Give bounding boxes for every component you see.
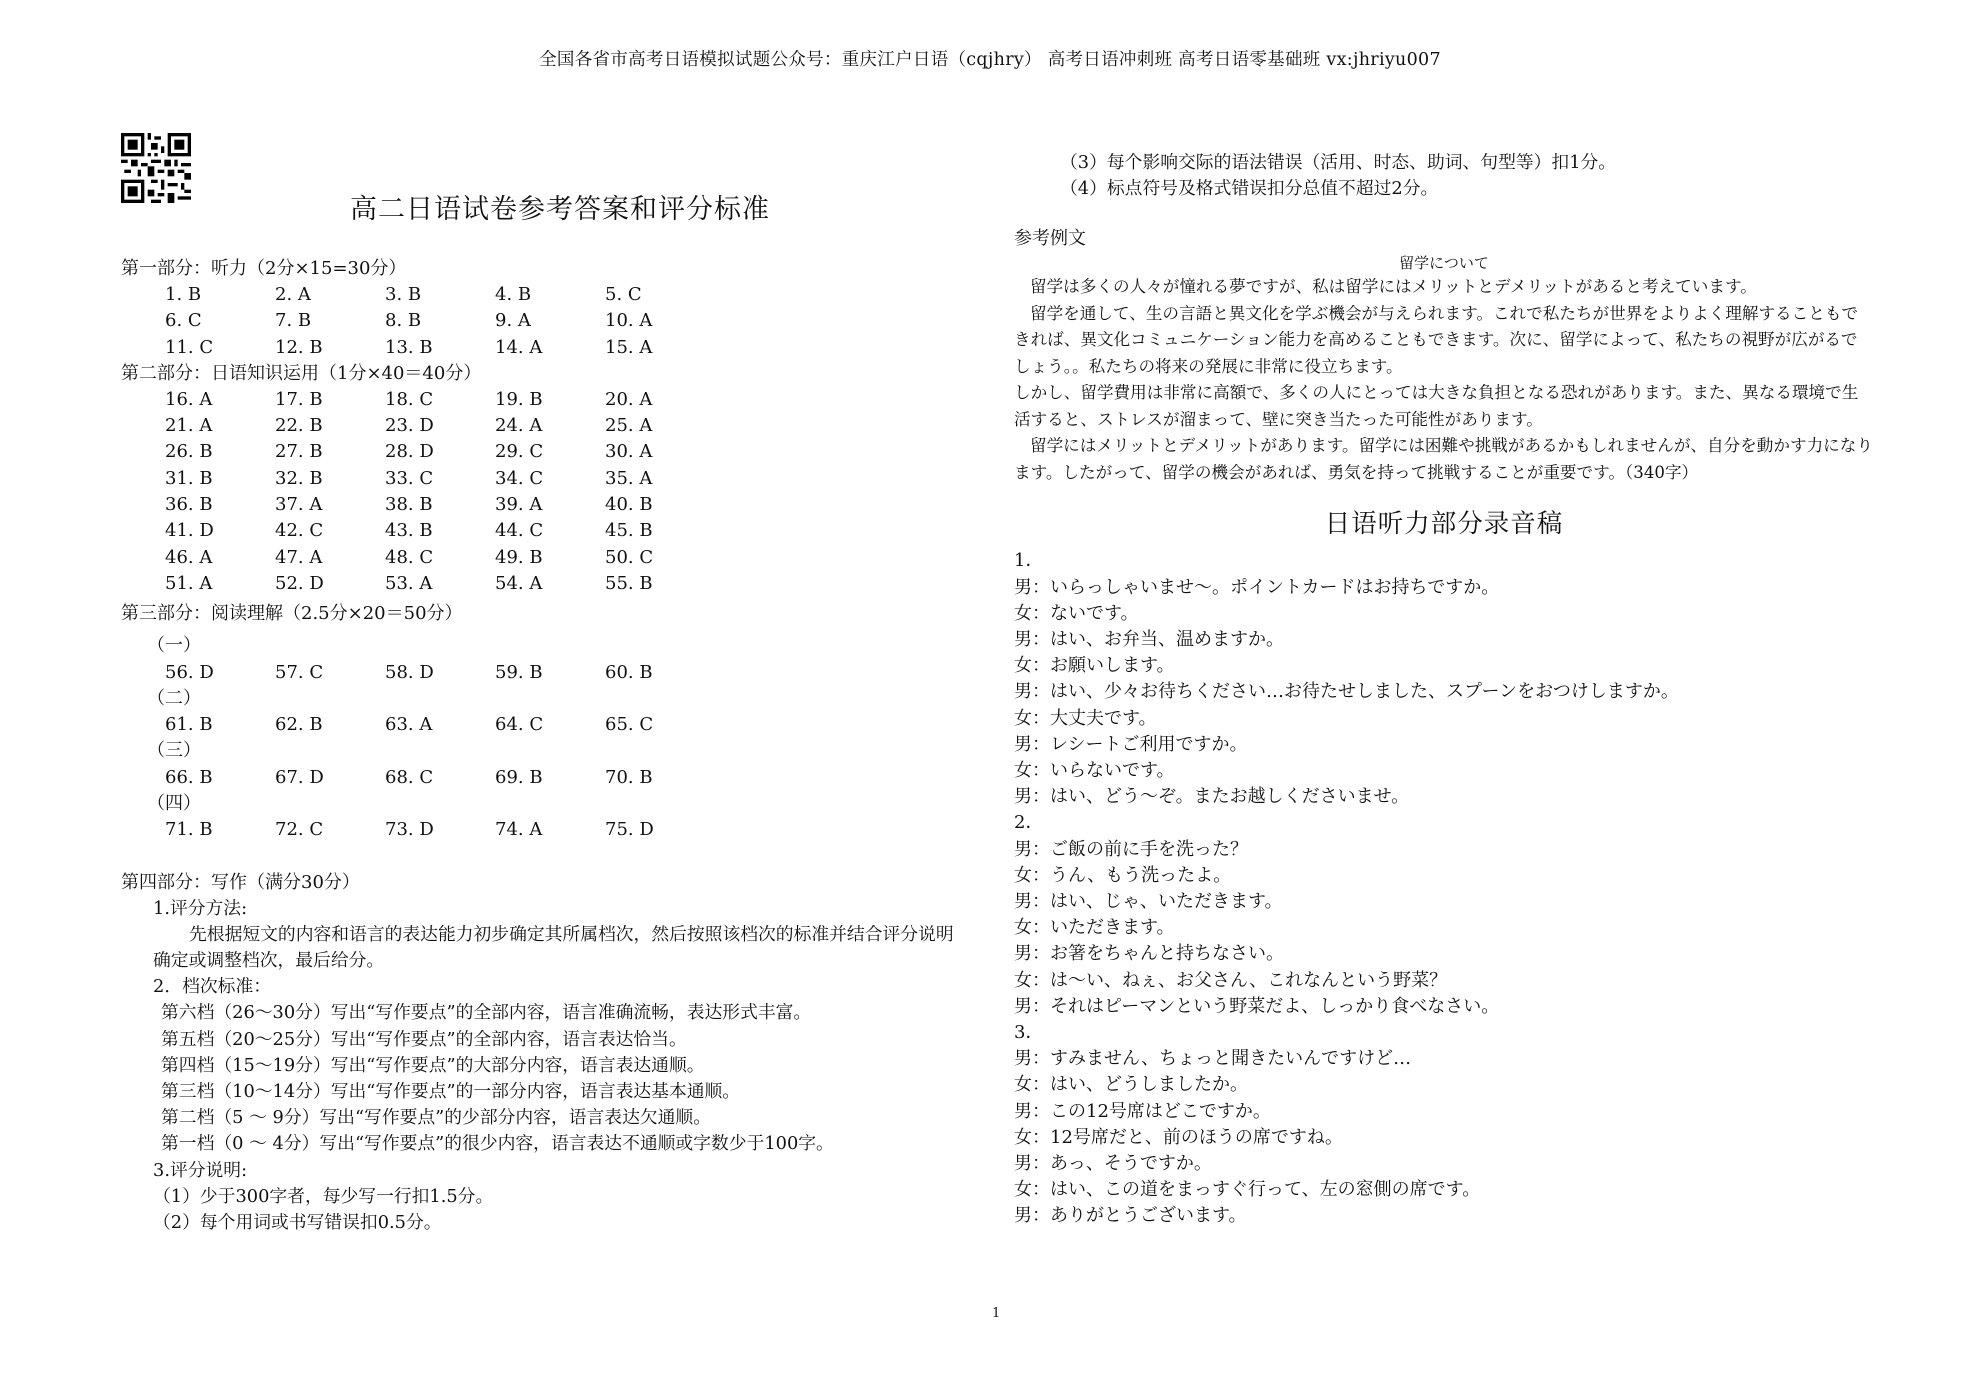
answer-item: 45. B <box>605 520 653 542</box>
right-column <box>1014 150 1874 1230</box>
answer-item: 57. C <box>275 661 324 683</box>
answer-item: 72. C <box>275 819 324 841</box>
transcript-lines <box>1014 548 1874 1229</box>
answer-item: 73. D <box>385 819 434 841</box>
level-standard-list <box>121 1000 981 1157</box>
level-item: 第二档（5 ～ 9分）写出“写作要点”的少部分内容，语言表达欠通顺。 <box>161 1107 711 1129</box>
answer-item: 15. A <box>605 336 653 358</box>
answer-item: 16. A <box>165 388 213 410</box>
answer-item: 19. B <box>495 388 543 410</box>
transcript-line: 男：はい、どう～ぞ。またお越しくださいませ。 <box>1014 786 1410 808</box>
answer-item: 31. B <box>165 467 213 489</box>
answer-item: 28. D <box>385 441 434 463</box>
answer-item: 67. D <box>275 766 324 788</box>
answer-item: 9. A <box>495 310 531 332</box>
answer-item: 62. B <box>275 714 323 736</box>
answer-item: 38. B <box>385 494 433 516</box>
answer-item: 47. A <box>275 546 323 568</box>
scoring-note-4: （4）标点符号及格式错误扣分总值不超过2分。 <box>1060 178 1439 200</box>
answer-item: 68. C <box>385 766 434 788</box>
answer-item: 59. B <box>495 661 543 683</box>
level-standard-label: 2．档次标准： <box>153 976 272 998</box>
answer-item: 10. A <box>605 310 653 332</box>
scoring-note-2: （2）每个用词或书写错误扣0.5分。 <box>153 1212 442 1234</box>
answer-row <box>121 817 981 843</box>
answer-item: 12. B <box>275 336 323 358</box>
transcript-line: 男：ご飯の前に手を洗った？ <box>1014 838 1248 860</box>
transcript-line: 男：ありがとうございます。 <box>1014 1205 1247 1227</box>
transcript-line: 男：はい、じゃ、いただきます。 <box>1014 891 1283 913</box>
answer-item: 20. A <box>605 388 653 410</box>
answer-row <box>121 466 981 492</box>
answer-item: 39. A <box>495 494 543 516</box>
answer-item: 17. B <box>275 388 323 410</box>
answer-row <box>121 765 981 791</box>
transcript-line: 男：あっ、そうですか。 <box>1014 1153 1212 1175</box>
left-column <box>121 256 981 1236</box>
answer-item: 26. B <box>165 441 213 463</box>
answer-item: 32. B <box>275 467 323 489</box>
answer-item: 34. C <box>495 467 544 489</box>
scoring-method-text: 先根据短文的内容和语言的表达能力初步确定其所属档次，然后按照该档次的标准并结合评分说明确定或调整档次，最后给分。 <box>153 923 954 972</box>
answer-item: 29. C <box>495 441 544 463</box>
answer-item: 43. B <box>385 520 433 542</box>
transcript-line: 男：はい、お弁当、温めますか。 <box>1014 629 1284 651</box>
answer-item: 14. A <box>495 336 543 358</box>
essay-paragraph-4: 留学にはメリットとデメリットがあります。留学には困難や挑戦があるかもしれませんが、自分を動かす力になります。したがって、留学の機会があれば、勇気を持って挑戦することが重要です。（340字） <box>1014 436 1873 482</box>
answer-item: 30. A <box>605 441 653 463</box>
answer-row <box>121 413 981 439</box>
transcript-line: 女：大丈夫です。 <box>1014 707 1157 729</box>
answer-item: 50. C <box>605 546 654 568</box>
transcript-line: 女：はい、この道をまっすぐ行って、左の窓側の席です。 <box>1014 1179 1481 1201</box>
transcript-line: 女：いらないです。 <box>1014 760 1175 782</box>
answer-item: 52. D <box>275 572 324 594</box>
transcript-line: 男：お箸をちゃんと持ちなさい。 <box>1014 943 1284 965</box>
answer-item: 55. B <box>605 572 653 594</box>
essay-title: 留学について <box>1399 254 1489 273</box>
qr-code-icon <box>121 133 191 203</box>
transcript-line: 女：お願いします。 <box>1014 655 1175 677</box>
answer-item: 8. B <box>385 310 422 332</box>
answer-item: 7. B <box>275 310 312 332</box>
answer-item: 5. C <box>605 284 642 305</box>
answer-item: 66. B <box>165 766 213 788</box>
transcript-line: 女：は～い、ねぇ、お父さん、これなんという野菜？ <box>1014 969 1448 991</box>
essay-paragraph-3: しかし、留学費用は非常に高額で、多くの人にとっては大きな負担となる恐れがあります。また、異なる環境で生活すると、ストレスが溜まって、壁に突き当たった可能性があります。 <box>1014 383 1859 429</box>
level-item: 第三档（10～14分）写出“写作要点”的一部分内容，语言表达基本通顺。 <box>161 1081 741 1103</box>
reading-group-label: （三） <box>147 740 201 762</box>
answer-row <box>121 545 981 571</box>
page-number: 1 <box>992 1306 1001 1321</box>
answer-item: 56. D <box>165 661 214 683</box>
scoring-note-3: （3）每个影响交际的语法错误（活用、时态、助词、句型等）扣1分。 <box>1060 152 1617 173</box>
level-item: 第五档（20～25分）写出“写作要点”的全部内容，语言表达恰当。 <box>161 1028 687 1050</box>
answer-item: 49. B <box>495 546 543 568</box>
answer-item: 74. A <box>495 819 543 841</box>
answer-item: 41. D <box>165 520 214 542</box>
transcript-line: 女：いただきます。 <box>1014 917 1175 939</box>
part3-answers <box>121 633 981 843</box>
answer-row <box>121 492 981 518</box>
answer-row <box>121 308 981 334</box>
transcript-line: 男：それはピーマンという野菜だよ、しっかり食べなさい。 <box>1014 995 1500 1017</box>
document-title: 高二日语试卷参考答案和评分标准 <box>350 194 770 225</box>
transcript-line: 女：ないです。 <box>1014 602 1139 624</box>
answer-item: 11. C <box>165 336 214 358</box>
answer-item: 36. B <box>165 494 213 516</box>
answer-item: 2. A <box>275 284 311 305</box>
answer-row <box>121 571 981 597</box>
answer-item: 3. B <box>385 284 422 305</box>
answer-item: 64. C <box>495 714 544 736</box>
answer-item: 33. C <box>385 467 434 489</box>
answer-item: 70. B <box>605 766 653 788</box>
answer-item: 24. A <box>495 415 543 437</box>
transcript-line: 女：うん、もう洗ったよ。 <box>1014 864 1232 886</box>
answer-item: 35. A <box>605 467 653 489</box>
reading-group-label: （一） <box>147 635 201 657</box>
transcript-line: 女：12号席だと、前のほうの席ですね。 <box>1014 1126 1343 1148</box>
transcript-line: 男：すみません、ちょっと聞きたいんですけど… <box>1014 1048 1412 1070</box>
scoring-method-label: 1.评分方法: <box>153 897 248 919</box>
answer-item: 58. D <box>385 661 434 683</box>
answer-item: 51. A <box>165 572 213 594</box>
answer-item: 75. D <box>605 819 654 841</box>
answer-item: 42. C <box>275 520 324 542</box>
essay-paragraph-2: 留学を通して、生の言語と異文化を学ぶ機会が与えられます。これで私たちが世界をよりよく理解することもできれば、異文化コミュニケーション能力を高めることもできます。次に、留学によって、私たちの視野が広がるでしょう。。私たちの将来の発展に非常に役立ちます。 <box>1014 303 1859 376</box>
answer-item: 60. B <box>605 661 653 683</box>
answer-row <box>121 282 981 308</box>
answer-item: 1. B <box>165 284 202 305</box>
answer-item: 25. A <box>605 415 653 437</box>
answer-item: 53. A <box>385 572 433 594</box>
part2-answers <box>121 387 981 597</box>
answer-item: 48. C <box>385 546 434 568</box>
transcript-title: 日语听力部分录音稿 <box>1324 509 1564 540</box>
answer-item: 21. A <box>165 415 213 437</box>
answer-item: 6. C <box>165 310 202 332</box>
part1-answers <box>121 282 981 361</box>
transcript-line: 3． <box>1014 1022 1044 1044</box>
answer-item: 4. B <box>495 284 532 305</box>
answer-item: 23. D <box>385 415 434 437</box>
answer-item: 37. A <box>275 494 323 516</box>
answer-item: 69. B <box>495 766 543 788</box>
transcript-line: 男：はい、少々お待ちください…お待たせしました、スプーンをおつけしますか。 <box>1014 681 1679 703</box>
part3-heading: 第三部分：阅读理解（2.5分×20＝50分） <box>121 603 463 625</box>
level-item: 第一档（0 ～ 4分）写出“写作要点”的很少内容，语言表达不通顺或字数少于100字。 <box>161 1133 834 1155</box>
page-header: 全国各省市高考日语模拟试题公众号：重庆江户日语（cqjhry） 高考日语冲刺班 高考日语零基础班 vx:jhriyu007 <box>539 50 1441 70</box>
essay-paragraph-1: 留学は多くの人々が憧れる夢ですが、私は留学にはメリットとデメリットがあると考えています。 <box>1030 277 1757 297</box>
answer-item: 13. B <box>385 336 433 358</box>
part1-heading: 第一部分：听力（2分×15=30分） <box>121 258 407 279</box>
answer-row <box>121 518 981 544</box>
reading-group-label: （二） <box>147 687 201 709</box>
part4-heading: 第四部分：写作（满分30分） <box>121 871 360 893</box>
answer-item: 54. A <box>495 572 543 594</box>
answer-row <box>121 387 981 413</box>
answer-item: 63. A <box>385 714 433 736</box>
answer-item: 65. C <box>605 714 654 736</box>
scoring-note-1: （1）少于300字者，每少写一行扣1.5分。 <box>153 1185 494 1207</box>
transcript-line: 男：この12号席はどこですか。 <box>1014 1100 1271 1122</box>
answer-item: 71. B <box>165 819 213 841</box>
answer-item: 22. B <box>275 415 323 437</box>
transcript-line: 男：レシートご利用ですか。 <box>1014 733 1248 755</box>
answer-row <box>121 712 981 738</box>
scoring-note-label: 3.评分说明: <box>153 1159 248 1181</box>
level-item: 第四档（15～19分）写出“写作要点”的大部分内容，语言表达通顺。 <box>161 1054 705 1076</box>
answer-item: 27. B <box>275 441 323 463</box>
transcript-line: 男：いらっしゃいませ～。ポイントカードはお持ちですか。 <box>1014 576 1500 598</box>
answer-item: 18. C <box>385 388 434 410</box>
answer-item: 44. C <box>495 520 544 542</box>
answer-item: 46. A <box>165 546 213 568</box>
answer-item: 40. B <box>605 494 653 516</box>
answer-row <box>121 660 981 686</box>
level-item: 第六档（26～30分）写出“写作要点”的全部内容，语言准确流畅，表达形式丰富。 <box>161 1002 812 1024</box>
transcript-line: 1． <box>1014 550 1044 572</box>
answer-item: 61. B <box>165 714 213 736</box>
answer-row <box>121 439 981 465</box>
essay-label: 参考例文 <box>1014 228 1086 250</box>
reading-group-label: （四） <box>147 793 201 815</box>
transcript-line: 2． <box>1014 812 1044 834</box>
part2-heading: 第二部分：日语知识运用（1分×40＝40分） <box>121 362 482 384</box>
transcript-line: 女：はい、どうしましたか。 <box>1014 1074 1248 1096</box>
answer-row <box>121 335 981 361</box>
